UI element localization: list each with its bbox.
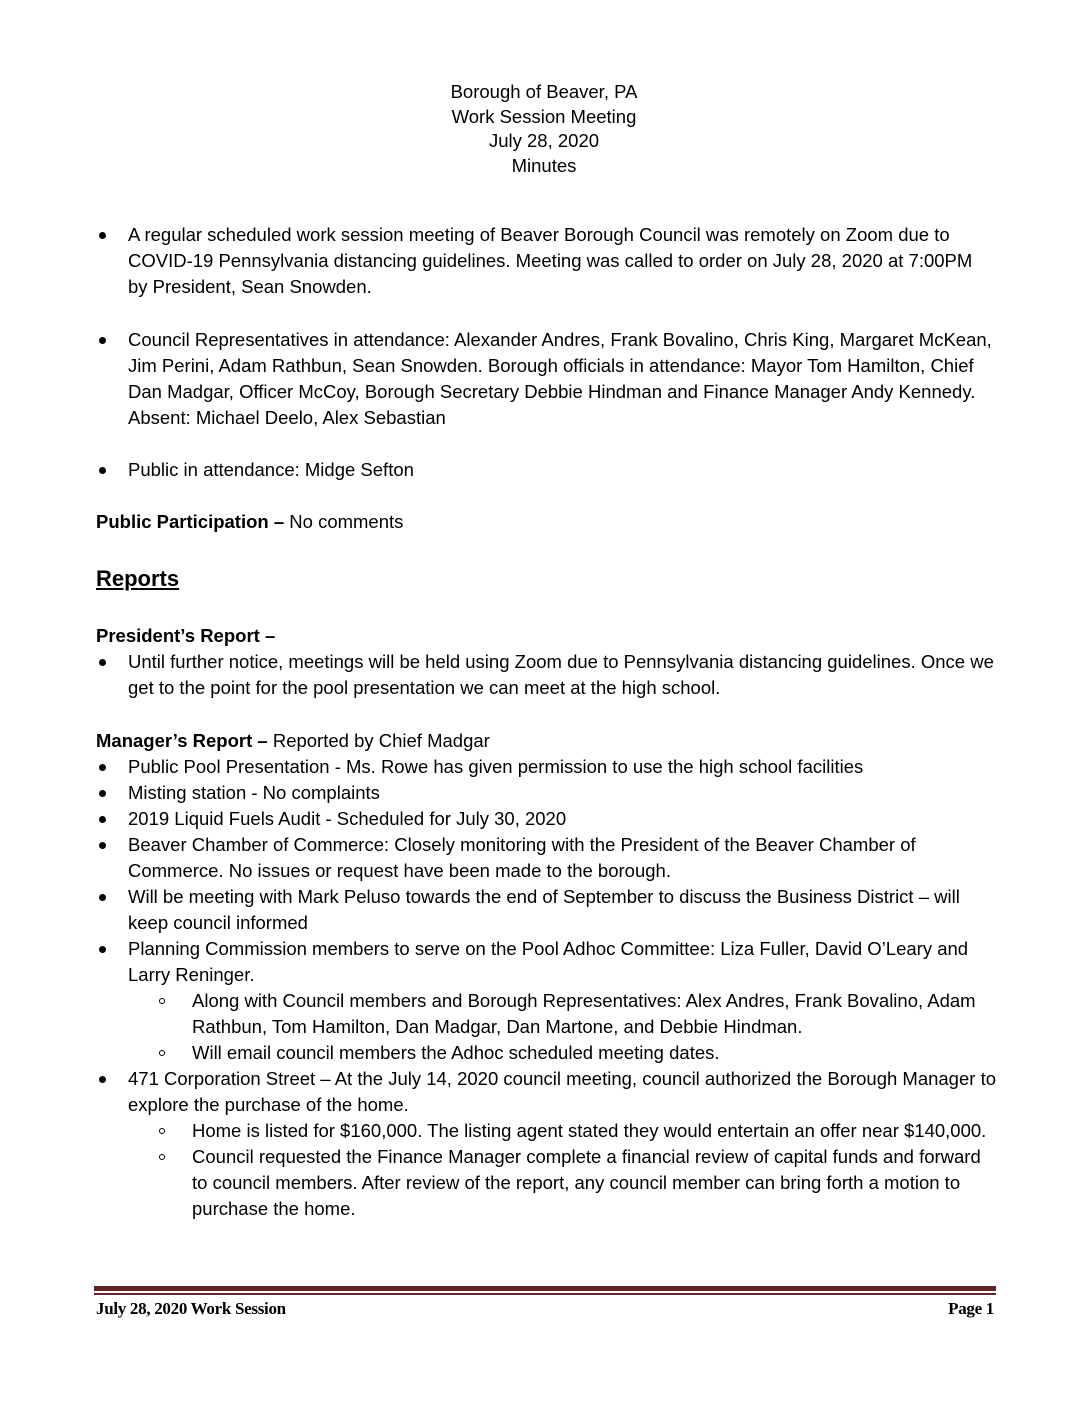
managers-report-subitem: Council requested the Finance Manager complete a financial review of capital funds and forward to council members. After review of the report, any council member can bring forth a motion to purchase the home.	[96, 1144, 996, 1222]
meeting-date: July 28, 2020	[488, 130, 600, 151]
managers-report-subitem: Home is listed for $160,000. The listing agent stated they would entertain an offer near $140,000.	[96, 1118, 996, 1144]
public-participation	[96, 509, 996, 535]
document-title: Minutes	[511, 154, 577, 176]
presidents-report-item: Until further notice, meetings will be held using Zoom due to Pennsylvania distancing guidelines. Once we get to the point for the pool presentation we can meet at the high school.	[96, 649, 996, 701]
reports-heading: Reports	[96, 566, 180, 591]
managers-report-item: Misting station - No complaints	[96, 780, 996, 806]
managers-report-subitem: Along with Council members and Borough Representatives: Alex Andres, Frank Bovalino, Adam Rathbun, Tom Hamilton, Dan Madgar, Dan Martone, and Debbie Hindman.	[96, 988, 996, 1040]
presidents-report-label: President’s Report –	[96, 625, 276, 646]
managers-report-heading	[96, 728, 996, 754]
footer-rule	[94, 1286, 996, 1291]
intro-bullet-attendance: Council Representatives in attendance: Alexander Andres, Frank Bovalino, Chris King, Margaret McKean, Jim Perini, Adam Rathbun, Sean Snowden. Borough officials in attendance: Mayor Tom Hamilton, Chief Dan Madgar, Officer McCoy, Borough Secretary Debbie Hindman and Finance Manager Andy Kennedy. Absent: Michael Deelo, Alex Sebastian	[96, 327, 996, 431]
presidents-report	[96, 623, 996, 701]
public-participation-text: No comments	[284, 511, 404, 532]
managers-report	[96, 728, 996, 1222]
page-number: Page 1	[948, 1299, 994, 1318]
managers-report-item: Beaver Chamber of Commerce: Closely monitoring with the President of the Beaver Chamber of Commerce. No issues or request have been made to the borough.	[96, 832, 996, 884]
meeting-type: Work Session Meeting	[451, 105, 637, 127]
managers-report-item: 471 Corporation Street – At the July 14, 2020 council meeting, council authorized the Borough Manager to explore the purchase of the home.	[96, 1066, 996, 1118]
public-participation-label: Public Participation –	[96, 511, 285, 532]
document-header	[0, 80, 1088, 178]
managers-report-item: 2019 Liquid Fuels Audit - Scheduled for July 30, 2020	[96, 806, 996, 832]
intro-bullet-call-to-order: A regular scheduled work session meeting of Beaver Borough Council was remotely on Zoom due to COVID-19 Pennsylvania distancing guidelines. Meeting was called to order on July 28, 2020 at 7:00PM by President, Sean Snowden.	[96, 222, 996, 300]
managers-report-label: Manager’s Report –	[96, 730, 268, 751]
managers-report-item: Public Pool Presentation - Ms. Rowe has given permission to use the high school facilities	[96, 754, 996, 780]
borough-title: Borough of Beaver, PA	[450, 81, 638, 102]
managers-report-item: Planning Commission members to serve on the Pool Adhoc Committee: Liza Fuller, David O’Leary and Larry Reninger.	[96, 936, 996, 988]
managers-report-subitem: Will email council members the Adhoc scheduled meeting dates.	[96, 1040, 996, 1066]
footer-title: July 28, 2020 Work Session	[96, 1299, 286, 1318]
intro-bullet-public: Public in attendance: Midge Sefton	[96, 457, 996, 483]
managers-report-item: Will be meeting with Mark Peluso towards the end of September to discuss the Business District – will keep council informed	[96, 884, 996, 936]
footer-rule-thin	[94, 1293, 996, 1295]
managers-report-byline: Reported by Chief Madgar	[267, 730, 490, 751]
